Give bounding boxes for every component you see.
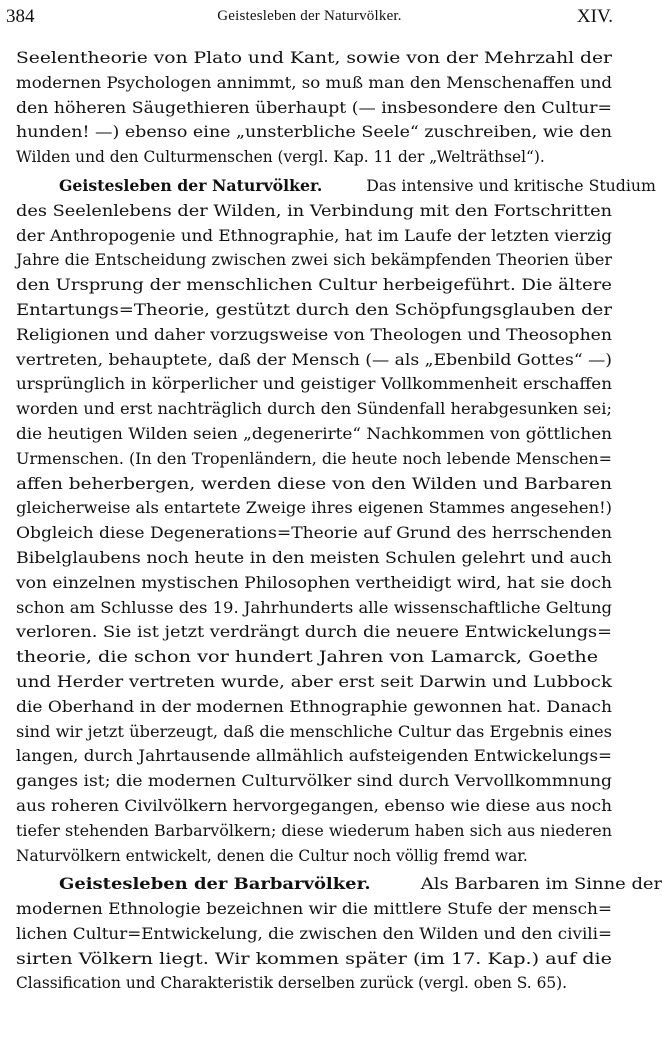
section-heading: Geistesleben der Barbarvölker. xyxy=(59,875,371,894)
line-content xyxy=(16,323,612,348)
line-content xyxy=(16,546,612,571)
page-number: 384 xyxy=(6,6,35,27)
text-line xyxy=(16,971,612,996)
line-text: Jahre die Entscheidung zwischen zwei sich bekämpfenden Theorien über xyxy=(16,251,612,270)
line-content xyxy=(16,695,612,720)
line-text: und Herder vertreten wurde, aber erst seit Darwin und Lubbock xyxy=(16,672,612,691)
line-text: ganges ist; die modernen Culturvölker sind durch Vervollkommnung xyxy=(16,772,613,791)
line-content xyxy=(16,521,612,546)
page-header xyxy=(6,4,613,30)
text-line xyxy=(16,472,612,497)
line-content xyxy=(16,645,598,670)
chapter-numeral: XIV. xyxy=(576,6,613,27)
text-line xyxy=(16,872,662,897)
text-line xyxy=(16,248,612,273)
line-text: modernen Ethnologie bezeichnen wir die mittlere Stufe der mensch= xyxy=(16,900,613,919)
line-content xyxy=(16,397,612,422)
text-line xyxy=(16,224,612,249)
line-content xyxy=(59,872,662,897)
line-content xyxy=(16,224,612,249)
text-line xyxy=(16,819,612,844)
line-text: Classification und Charakteristik derselben zurück (vergl. oben S. 65). xyxy=(16,974,568,993)
text-line xyxy=(16,447,612,472)
text-line xyxy=(16,897,612,922)
line-text: modernen Psychologen annimmt, so muß man den Menschenaffen und xyxy=(16,73,612,92)
line-content xyxy=(16,273,612,298)
line-content xyxy=(16,472,612,497)
line-text: sind wir jetzt überzeugt, daß die menschliche Cultur das Ergebnis eines xyxy=(16,722,613,741)
text-line xyxy=(16,323,612,348)
text-line xyxy=(16,96,612,121)
line-content xyxy=(16,794,612,819)
line-content xyxy=(16,46,612,71)
text-line xyxy=(16,596,612,621)
text-line xyxy=(16,645,612,670)
text-line xyxy=(16,46,612,71)
line-text: Obgleich diese Degenerations=Theorie auf Grund des herrschenden xyxy=(16,524,612,543)
line-content xyxy=(16,71,612,96)
line-text: lichen Cultur=Entwickelung, die zwischen den Wilden und den civili= xyxy=(16,924,612,943)
line-content xyxy=(16,422,612,447)
text-line xyxy=(16,695,612,720)
text-line xyxy=(16,844,612,869)
text-line xyxy=(16,670,612,695)
line-content xyxy=(16,298,612,323)
text-line xyxy=(16,571,612,596)
line-text: sirten Völkern liegt. Wir kommen später (im 17. Kap.) auf die xyxy=(16,949,613,968)
line-content xyxy=(16,596,612,621)
line-content xyxy=(16,372,612,397)
line-text: ursprünglich in körperlicher und geistiger Vollkommenheit erschaffen xyxy=(16,375,612,394)
line-text: des Seelenlebens der Wilden, in Verbindung mit den Fortschritten xyxy=(16,201,613,220)
text-line xyxy=(16,546,612,571)
text-line xyxy=(16,298,612,323)
line-text: Bibelglaubens noch heute in den meisten Schulen gelehrt und auch xyxy=(16,548,612,567)
text-line xyxy=(16,348,612,373)
line-text: hunden! —) ebenso eine „unsterbliche Seele“ zuschreiben, wie den xyxy=(16,123,613,142)
line-text: den höheren Säugethieren überhaupt (— insbesondere den Cultur= xyxy=(16,98,613,117)
line-content xyxy=(16,769,612,794)
line-text: aus roheren Civilvölkern hervorgegangen, ebenso wie diese aus noch xyxy=(16,796,613,815)
line-text: Das intensive und kritische Studium xyxy=(366,176,656,195)
running-title: Geistesleben der Naturvölker. xyxy=(217,8,402,24)
line-text: theorie, die schon vor hundert Jahren von Lamarck, Goethe xyxy=(16,648,599,667)
line-content xyxy=(16,447,612,472)
line-content xyxy=(16,819,612,844)
line-text: tiefer stehenden Barbarvölkern; diese wiederum haben sich aus niederen xyxy=(16,821,613,840)
section-heading: Geistesleben der Naturvölker. xyxy=(59,176,323,195)
text-line xyxy=(16,199,612,224)
line-text: den Ursprung der menschlichen Cultur herbeigeführt. Die ältere xyxy=(16,276,613,295)
text-line xyxy=(16,273,612,298)
body-text xyxy=(16,46,662,996)
line-content xyxy=(16,348,612,373)
line-content xyxy=(16,248,612,273)
line-text: Wilden und den Culturmenschen (vergl. Kap. 11 der „Welträthsel“). xyxy=(16,148,545,167)
line-content xyxy=(16,720,612,745)
line-text: langen, durch Jahrtausende allmählich aufsteigenden Entwickelungs= xyxy=(16,747,612,766)
text-line xyxy=(16,720,612,745)
text-line xyxy=(16,71,612,96)
line-text: Urmenschen. (In den Tropenländern, die heute noch lebende Menschen= xyxy=(16,449,612,468)
line-content xyxy=(16,620,612,645)
text-line xyxy=(16,422,612,447)
line-text: die Oberhand in der modernen Ethnographie gewonnen hat. Danach xyxy=(16,697,612,716)
line-text: Als Barbaren im Sinne der xyxy=(420,875,662,894)
text-line xyxy=(16,947,612,972)
line-text: die heutigen Wilden seien „degenerirte“ Nachkommen von göttlichen xyxy=(16,424,613,443)
line-content xyxy=(59,174,656,199)
line-text: Naturvölkern entwickelt, denen die Cultur noch völlig fremd war. xyxy=(16,846,528,865)
text-line xyxy=(16,521,612,546)
line-text: von einzelnen mystischen Philosophen vertheidigt wird, hat sie doch xyxy=(16,573,612,592)
line-text: Entartungs=Theorie, gestützt durch den Schöpfungsglauben der xyxy=(16,300,612,319)
text-line xyxy=(16,372,612,397)
line-text: worden und erst nachträglich durch den Sündenfall herabgesunken sei; xyxy=(16,400,613,419)
line-content xyxy=(16,670,612,695)
line-content xyxy=(16,897,612,922)
line-text: gleicherweise als entartete Zweige ihres eigenen Stammes angesehen!) xyxy=(16,499,612,518)
line-content xyxy=(16,145,545,170)
line-text: vertreten, behauptete, daß der Mensch (— als „Ebenbild Gottes“ —) xyxy=(16,350,613,369)
line-content xyxy=(16,744,612,769)
text-line xyxy=(16,769,612,794)
line-text: der Anthropogenie und Ethnographie, hat im Laufe der letzten vierzig xyxy=(16,226,612,245)
text-line xyxy=(16,397,612,422)
text-line xyxy=(16,174,656,199)
line-content xyxy=(16,922,612,947)
text-line xyxy=(16,620,612,645)
text-line xyxy=(16,744,612,769)
text-line xyxy=(16,120,612,145)
line-text: verloren. Sie ist jetzt verdrängt durch die neuere Entwickelungs= xyxy=(16,623,613,642)
line-content xyxy=(16,571,612,596)
line-content xyxy=(16,971,567,996)
text-line xyxy=(16,145,612,170)
line-content xyxy=(16,496,612,521)
line-content xyxy=(16,96,612,121)
line-content xyxy=(16,199,612,224)
line-text: Seelentheorie von Plato und Kant, sowie von der Mehrzahl der xyxy=(16,49,612,67)
text-line xyxy=(16,794,612,819)
line-text: schon am Schlusse des 19. Jahrhunderts alle wissenschaftliche Geltung xyxy=(16,598,613,617)
text-line xyxy=(16,922,612,947)
line-content xyxy=(16,844,528,869)
line-text: Religionen und daher vorzugsweise von Theologen und Theosophen xyxy=(16,325,613,344)
text-line xyxy=(16,496,612,521)
line-text: affen beherbergen, werden diese von den Wilden und Barbaren xyxy=(16,474,612,493)
line-content xyxy=(16,947,612,972)
line-content xyxy=(16,120,612,145)
